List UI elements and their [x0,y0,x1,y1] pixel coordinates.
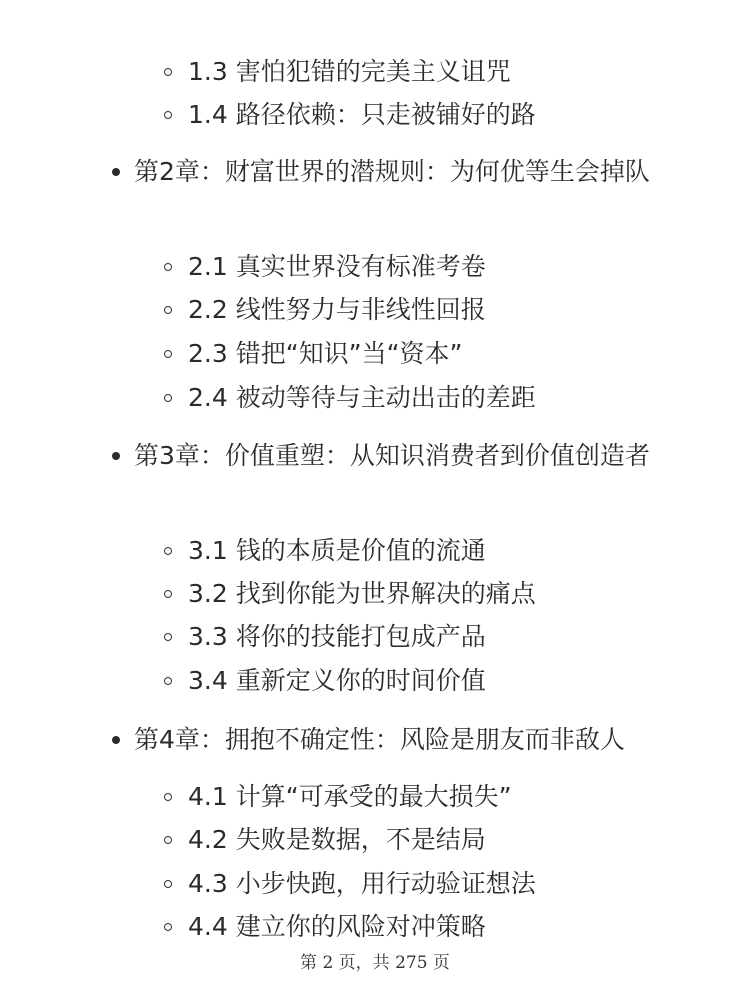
toc-section-label: 2.4 被动等待与主动出击的差距 [188,383,536,412]
hollow-bullet-icon [164,633,172,641]
toc-chapter-title: 第2章：财富世界的潜规则：为何优等生会掉队 [134,157,650,186]
toc-chapter-4[interactable] [134,721,674,759]
toc-section-1-4[interactable] [188,100,728,130]
toc-section-3-2[interactable] [188,579,728,609]
toc-section-4-1[interactable] [188,782,728,812]
hollow-bullet-icon [164,68,172,76]
toc-section-2-2[interactable] [188,295,728,325]
toc-section-2-1[interactable] [188,252,728,282]
toc-section-label: 4.1 计算“可承受的最大损失” [188,782,512,811]
toc-section-label: 1.3 害怕犯错的完美主义诅咒 [188,57,511,86]
toc-section-label: 3.1 钱的本质是价值的流通 [188,536,486,565]
filled-bullet-icon [112,736,120,744]
hollow-bullet-icon [164,111,172,119]
hollow-bullet-icon [164,263,172,271]
toc-section-label: 2.3 错把“知识”当“资本” [188,339,463,368]
toc-section-3-4[interactable] [188,666,728,696]
hollow-bullet-icon [164,350,172,358]
filled-bullet-icon [112,452,120,460]
toc-section-4-3[interactable] [188,869,728,899]
toc-chapter-2[interactable] [134,153,674,191]
toc-section-2-3[interactable] [188,339,728,369]
toc-section-3-3[interactable] [188,622,728,652]
page-indicator: 第 2 页，共 275 页 [300,953,450,973]
hollow-bullet-icon [164,547,172,555]
toc-section-label: 4.4 建立你的风险对冲策略 [188,912,486,941]
toc-chapter-title: 第3章：价值重塑：从知识消费者到价值创造者 [134,441,650,470]
toc-section-3-1[interactable] [188,536,728,566]
filled-bullet-icon [112,168,120,176]
toc-section-label: 4.2 失败是数据，不是结局 [188,825,486,854]
hollow-bullet-icon [164,923,172,931]
toc-section-label: 3.2 找到你能为世界解决的痛点 [188,579,536,608]
toc-section-4-4[interactable] [188,912,728,942]
toc-section-label: 1.4 路径依赖：只走被铺好的路 [188,100,536,129]
hollow-bullet-icon [164,677,172,685]
hollow-bullet-icon [164,394,172,402]
toc-section-label: 3.4 重新定义你的时间价值 [188,666,486,695]
hollow-bullet-icon [164,880,172,888]
hollow-bullet-icon [164,836,172,844]
toc-section-label: 2.1 真实世界没有标准考卷 [188,252,486,281]
toc-section-label: 3.3 将你的技能打包成产品 [188,622,486,651]
toc-section-4-2[interactable] [188,825,728,855]
toc-chapter-title: 第4章：拥抱不确定性：风险是朋友而非敌人 [134,725,625,754]
hollow-bullet-icon [164,306,172,314]
toc-section-label: 4.3 小步快跑，用行动验证想法 [188,869,536,898]
toc-section-2-4[interactable] [188,383,728,413]
toc-chapter-3[interactable] [134,437,674,475]
toc-section-label: 2.2 线性努力与非线性回报 [188,295,486,324]
toc-section-1-3[interactable] [188,57,728,87]
hollow-bullet-icon [164,590,172,598]
hollow-bullet-icon [164,793,172,801]
